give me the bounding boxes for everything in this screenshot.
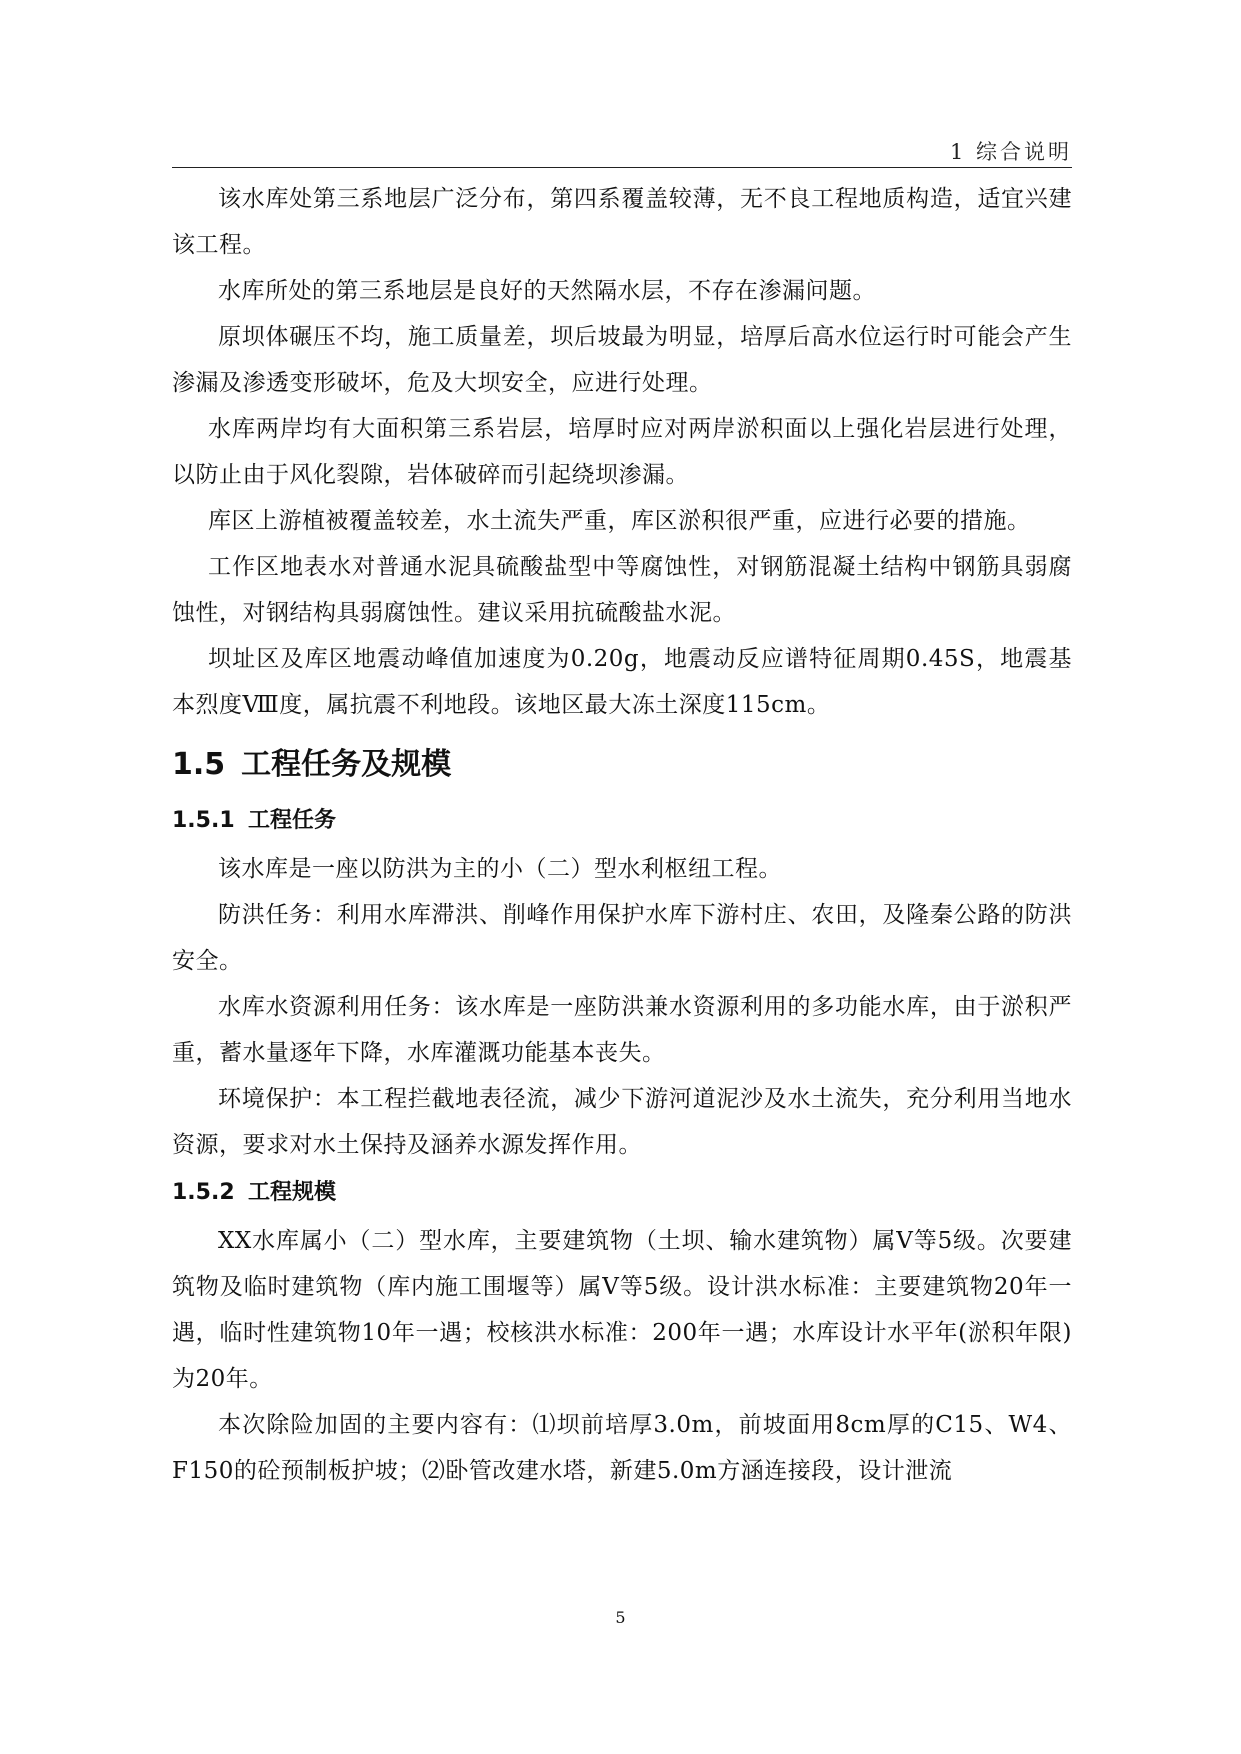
section-heading — [172, 736, 1072, 794]
subsection-title: 工程规模 — [248, 1180, 337, 1205]
subsection-heading — [172, 798, 1072, 844]
header-rule — [172, 167, 1072, 168]
subsection-title: 工程任务 — [248, 808, 337, 833]
paragraph: 水库两岸均有大面积第三系岩层，培厚时应对两岸淤积面以上强化岩层进行处理，以防止由于风化裂隙，岩体破碎而引起绕坝渗漏。 — [172, 416, 1072, 488]
page-number: 5 — [615, 1608, 626, 1627]
subsection-number: 1.5.2 — [172, 1180, 235, 1205]
paragraph: 水库水资源利用任务：该水库是一座防洪兼水资源利用的多功能水库，由于淤积严重，蓄水量逐年下降，水库灌溉功能基本丧失。 — [172, 994, 1072, 1066]
subsection-heading — [172, 1170, 1072, 1216]
page-content — [172, 176, 1072, 1494]
paragraph: 库区上游植被覆盖较差，水土流失严重，库区淤积很严重，应进行必要的措施。 — [208, 508, 1031, 534]
paragraph: 环境保护：本工程拦截地表径流，减少下游河道泥沙及水土流失，充分利用当地水资源，要求对水土保持及涵养水源发挥作用。 — [172, 1086, 1072, 1158]
paragraph: 该水库是一座以防洪为主的小（二）型水利枢纽工程。 — [218, 856, 782, 882]
subsection-number: 1.5.1 — [172, 808, 235, 833]
paragraph: 该水库处第三系地层广泛分布，第四系覆盖较薄，无不良工程地质构造，适宜兴建该工程。 — [172, 186, 1072, 258]
paragraph: 坝址区及库区地震动峰值加速度为0.20g，地震动反应谱特征周期0.45S，地震基本烈度Ⅷ度，属抗震不利地段。该地区最大冻土深度115cm。 — [172, 646, 1072, 718]
paragraph: 水库所处的第三系地层是良好的天然隔水层，不存在渗漏问题。 — [218, 278, 876, 304]
paragraph: XX水库属小（二）型水库，主要建筑物（土坝、输水建筑物）属Ⅴ等5级。次要建筑物及临时建筑物（库内施工围堰等）属Ⅴ等5级。设计洪水标准：主要建筑物20年一遇，临时性建筑物10年一遇；校核洪水标准：200年一遇；水库设计水平年(淤积年限)为20年。 — [172, 1228, 1072, 1392]
paragraph: 本次除险加固的主要内容有：⑴坝前培厚3.0m，前坡面用8cm厚的C15、W4、F150的砼预制板护坡；⑵卧管改建水塔，新建5.0m方涵连接段，设计泄流 — [172, 1412, 1072, 1484]
paragraph: 原坝体碾压不均，施工质量差，坝后坡最为明显，培厚后高水位运行时可能会产生渗漏及渗透变形破坏，危及大坝安全，应进行处理。 — [172, 324, 1072, 396]
running-header: 1 综合说明 — [949, 140, 1072, 164]
paragraph: 工作区地表水对普通水泥具硫酸盐型中等腐蚀性，对钢筋混凝土结构中钢筋具弱腐蚀性，对钢结构具弱腐蚀性。建议采用抗硫酸盐水泥。 — [172, 554, 1072, 626]
section-title: 工程任务及规模 — [241, 747, 452, 782]
paragraph: 防洪任务：利用水库滞洪、削峰作用保护水库下游村庄、农田，及隆秦公路的防洪安全。 — [172, 902, 1072, 974]
section-number: 1.5 — [172, 747, 226, 782]
